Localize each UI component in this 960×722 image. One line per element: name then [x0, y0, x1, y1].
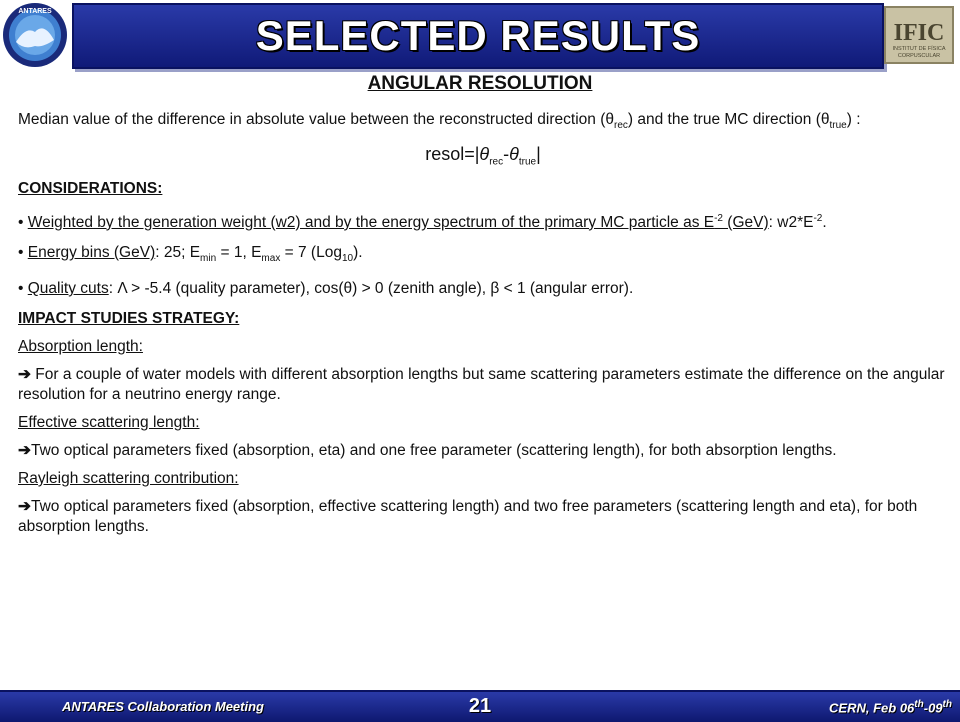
footer-meeting-name: ANTARES Collaboration Meeting — [62, 699, 264, 714]
footer-sup-2: th — [942, 699, 952, 710]
intro-text-1: Median value of the difference in absolute value between the reconstructed direction ( — [18, 111, 606, 128]
arrow-right-icon: ➔ — [18, 441, 31, 459]
antares-logo — [2, 2, 68, 68]
b2-underlined: Energy bins (GeV) — [27, 243, 156, 261]
bullet-quality-cuts: • Quality cuts: Λ > -5.4 (quality parameter), cos(θ) > 0 (zenith angle), β < 1 (angular error). — [18, 279, 634, 297]
rec-subscript: rec — [489, 156, 504, 168]
b2-text-1: : 25; E — [155, 243, 201, 261]
formula-minus: - — [503, 144, 510, 165]
footer-date-1: CERN, Feb 06 — [829, 700, 915, 716]
rayleigh-scattering-text — [18, 497, 948, 537]
intro-text-2: ) and the true MC direction ( — [627, 111, 821, 128]
log10-subscript: 10 — [341, 252, 354, 264]
true-subscript: true — [518, 156, 537, 168]
strategy-heading: IMPACT STUDIES STRATEGY: — [18, 309, 240, 327]
resolution-formula — [18, 144, 948, 173]
b1-superscript-2: -2 — [813, 212, 823, 224]
intro-text-3: ) : — [846, 111, 861, 128]
b2-text-3: = 7 (Log — [280, 243, 342, 261]
footer-date-2: -09 — [923, 700, 943, 716]
intro-paragraph — [18, 110, 948, 136]
s1-text: For a couple of water models with different absorption lengths but same scattering parameters estimate the difference on the angular resolution for a neutrino energy range. — [18, 365, 945, 403]
rec-subscript: rec — [613, 120, 628, 132]
b2-text-2: = 1, E — [216, 243, 262, 261]
theta-symbol: θ — [605, 111, 614, 128]
effective-scattering-title: Effective scattering length: — [18, 413, 200, 431]
slide-content — [18, 110, 948, 537]
arrow-right-icon: ➔ — [18, 497, 31, 515]
b3-text: : Λ > -5.4 (quality parameter), cos(θ) > 0 (zenith angle), β < 1 (angular error). — [108, 279, 634, 297]
emax-subscript: max — [261, 252, 281, 264]
title-bar — [72, 3, 884, 69]
b1-rest: : w2*E — [768, 213, 814, 231]
slide-header — [0, 0, 960, 72]
b3-underlined: Quality cuts — [27, 279, 109, 297]
theta-symbol: θ — [820, 111, 830, 128]
ific-logo-sub1: INSTITUT DE FÍSICA — [892, 46, 946, 52]
bullet-weighting: • Weighted by the generation weight (w2) and by the energy spectrum of the primary MC particle as $E^{-2}$ (GeV): $w2*E^{-2}$. — [18, 212, 827, 231]
absorption-length-title: Absorption length: — [18, 337, 143, 355]
b1-text: Weighted by the generation weight (w2) and by the energy spectrum of the primary MC particle as E — [27, 213, 715, 231]
emin-subscript: min — [200, 252, 217, 264]
ific-logo-main: IFIC — [893, 20, 945, 46]
considerations-heading: CONSIDERATIONS: — [18, 179, 163, 197]
theta-symbol: θ — [479, 144, 490, 165]
section-title: ANGULAR RESOLUTION — [367, 73, 593, 94]
ific-logo-sub2: CORPUSCULAR — [897, 53, 941, 59]
b1-end: . — [822, 213, 827, 231]
slide-footer — [0, 690, 960, 722]
rayleigh-scattering-title: Rayleigh scattering contribution: — [18, 469, 239, 487]
s3-text: Two optical parameters fixed (absorption, effective scattering length) and two free parameters (scattering length and eta), for both absorption lengths. — [18, 497, 918, 535]
slide-title: SELECTED RESULTS — [255, 12, 701, 59]
antares-logo-text: ANTARES — [18, 8, 52, 15]
ific-logo — [884, 6, 954, 64]
bullet-energy-bins: • Energy bins (GeV): 25; $E_{min} = 1$, $E_{max} = 7$ (Log$_{10}$). — [18, 243, 363, 264]
b2-end: ). — [353, 243, 363, 261]
effective-scattering-text — [18, 441, 948, 461]
formula-lhs: resol=| — [425, 144, 480, 165]
bullet-weighting-underlined — [28, 214, 769, 231]
arrow-right-icon: ➔ — [18, 365, 31, 383]
b1-superscript: -2 — [714, 212, 723, 224]
formula-close: | — [536, 144, 541, 165]
true-subscript: true — [829, 120, 847, 132]
theta-symbol: θ — [509, 144, 519, 165]
b1-unit: (GeV) — [723, 213, 769, 231]
page-number: 21 — [468, 695, 492, 717]
footer-location-date — [829, 699, 952, 715]
s2-text: Two optical parameters fixed (absorption, eta) and one free parameter (scattering length), for both absorption lengths. — [31, 441, 837, 459]
footer-sup-1: th — [914, 699, 924, 710]
absorption-length-text — [18, 365, 948, 405]
